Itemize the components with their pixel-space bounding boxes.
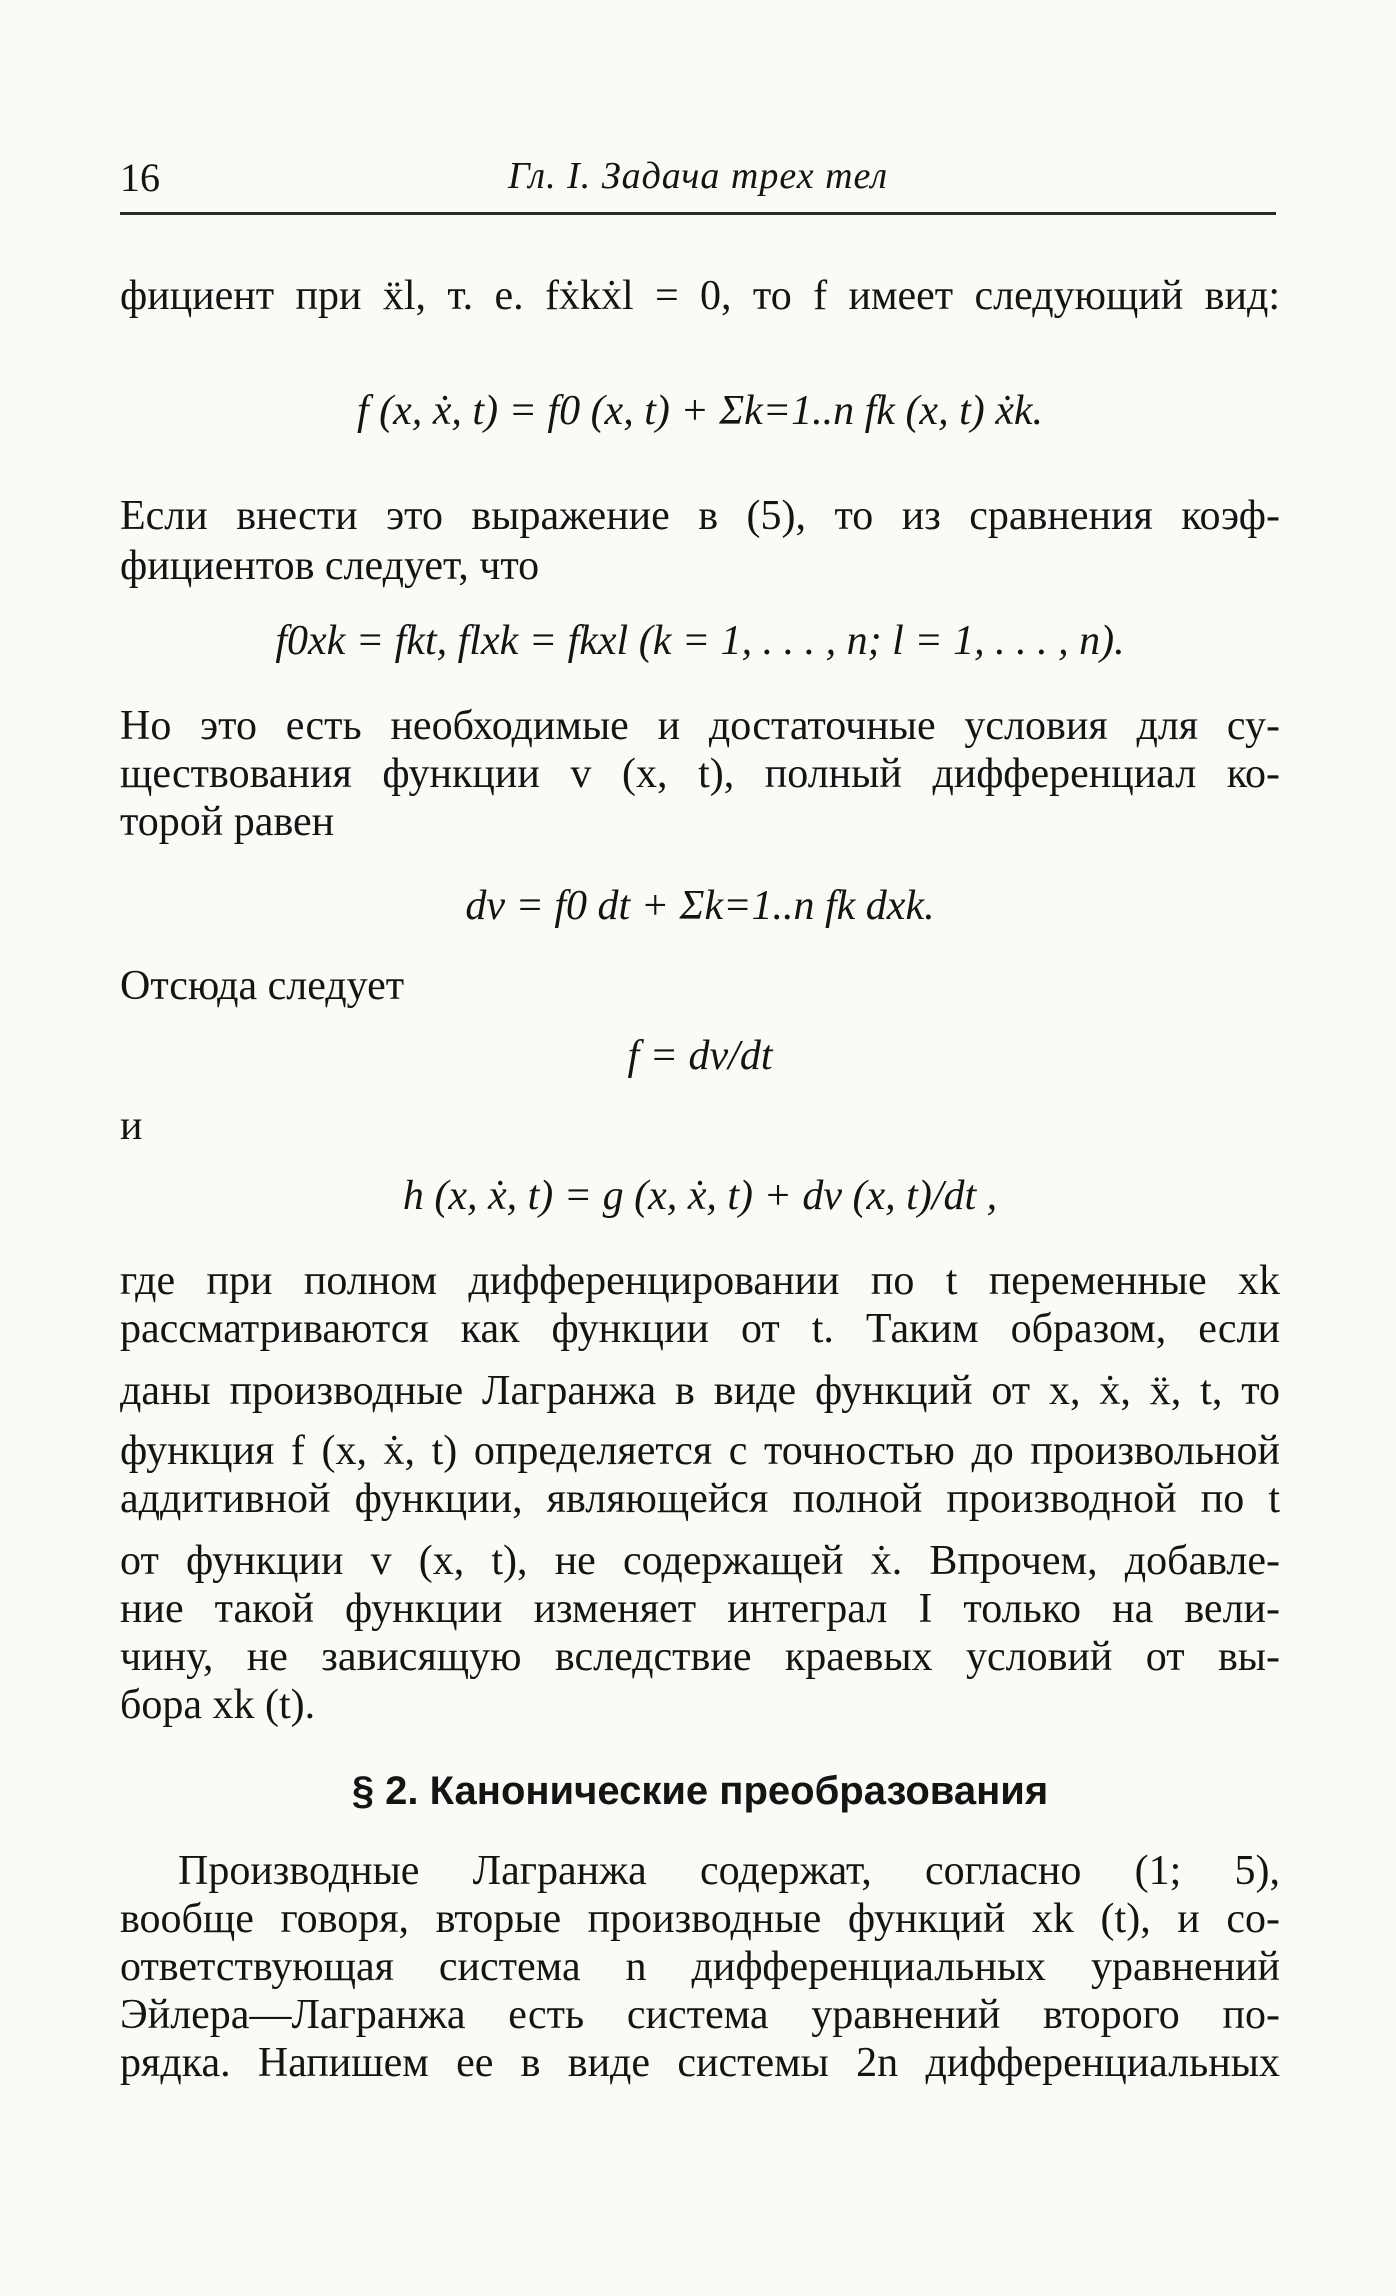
text-line: Но это есть необходимые и достаточные условия для су- <box>120 703 1280 749</box>
text-line: фициентов следует, что <box>120 543 540 589</box>
running-header <box>120 150 1276 215</box>
text-line: ществования функции v (x, t), полный дифференциал ко- <box>120 751 1280 797</box>
text-line: функция f (x, ẋ, t) определяется с точностью до произвольной <box>120 1428 1280 1474</box>
text-line: вообще говоря, вторые производные функций xk (t), и со- <box>120 1896 1280 1942</box>
text-line: от функции v (x, t), не содержащей ẋ. Впрочем, добавле- <box>120 1538 1280 1584</box>
text-line: аддитивной функции, являющейся полной производной по t <box>120 1476 1280 1522</box>
text-line: рассматриваются как функции от t. Таким образом, если <box>120 1306 1280 1352</box>
text-line: Если внести это выражение в (5), то из сравнения коэф- <box>120 493 1280 539</box>
equation: h (x, ẋ, t) = g (x, ẋ, t) + dv (x, t)/dt , <box>402 1173 998 1219</box>
text-line: бора xk (t). <box>120 1682 316 1728</box>
text-line: ние такой функции изменяет интеграл I только на вели- <box>120 1586 1280 1632</box>
text-line: фициент при ẍl, т. е. fẋkẋl = 0, то f имеет следующий вид: <box>120 273 1280 319</box>
text-line: Эйлера—Лагранжа есть система уравнений второго по- <box>120 1992 1280 2038</box>
equation: f (x, ẋ, t) = f0 (x, t) + Σk=1..n fk (x, t) ẋk. <box>356 388 1044 434</box>
text-line: рядка. Напишем ее в виде системы 2n дифференциальных <box>120 2040 1280 2086</box>
equation: f = dv/dt <box>627 1033 773 1079</box>
equation: dv = f0 dt + Σk=1..n fk dxk. <box>465 883 935 929</box>
text-line: Отсюда следует <box>120 963 405 1009</box>
page-number: 16 <box>120 155 160 200</box>
text-line: ответствующая система n дифференциальных уравнений <box>120 1944 1280 1990</box>
text-line: даны производные Лагранжа в виде функций от x, ẋ, ẍ, t, то <box>120 1368 1280 1414</box>
text-line: чину, не зависящую вследствие краевых условий от вы- <box>120 1634 1280 1680</box>
text-line: Производные Лагранжа содержат, согласно (1; 5), <box>178 1848 1280 1894</box>
text-line: где при полном дифференцировании по t переменные xk <box>120 1258 1280 1304</box>
text-line: и <box>120 1103 143 1149</box>
text-line: торой равен <box>120 799 335 845</box>
equation: f0xk = fkt, flxk = fkxl (k = 1, . . . , n; l = 1, . . . , n). <box>275 618 1125 664</box>
running-title: Гл. I. Задача трех тел <box>507 155 889 197</box>
section-heading: § 2. Канонические преобразования <box>351 1769 1049 1813</box>
